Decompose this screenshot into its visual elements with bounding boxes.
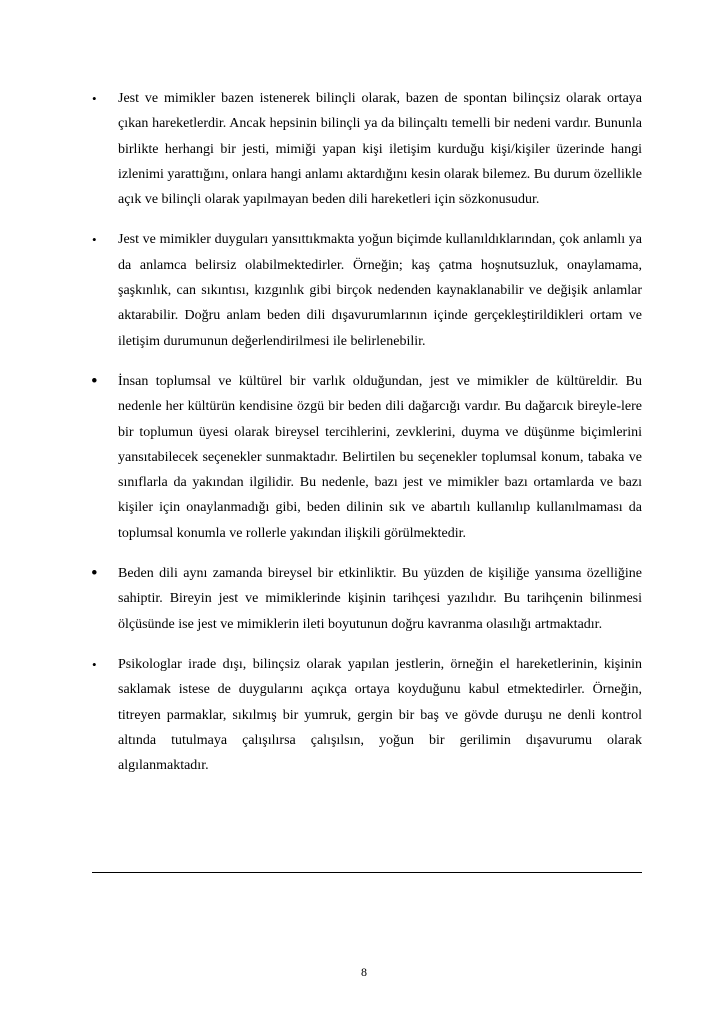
paragraph-text: Jest ve mimikler duyguları yansıttıkmakta yoğun biçimde kullanıldıklarından, çok anlamlı ya da anlamca belirsiz olabilmektedirler. Örneğin; kaş çatma hoşnutsuzluk, onaylamama, şaşkınlık, can sıkıntısı, kızgınlık gibi birçok nedenden kaynaklanabilir ve değişik anlamlar aktarabilir. Doğru anlam beden dili dışavurumlarının içinde gerçekleştirildikleri ortam ve iletişim durumunun değerlendirilmesi ile belirlenebilir. [118, 232, 642, 349]
page-number: 8 [361, 965, 367, 979]
bullet-item [92, 86, 642, 212]
bullet-list [92, 86, 642, 793]
bullet-item [92, 561, 642, 637]
bullet-icon: • [91, 563, 98, 585]
bullet-item [92, 652, 642, 778]
bullet-icon: • [91, 370, 98, 392]
footer-divider [92, 872, 642, 873]
bullet-icon: • [92, 656, 97, 672]
paragraph-text: Psikologlar irade dışı, bilinçsiz olarak yapılan jestlerin, örneğin el hareketlerinin, kişinin saklamak istese de duygularını açıkça ortaya koyduğunu kabul etmektedirler. Örneğin, titreyen parmaklar, sıkılmış bir yumruk, gergin bir baş ve gövde duruşu ne denli kontrol altında tutulmaya çalışılırsa çalışılsın, yoğun bir gerilimin dışavurumu olarak algılanmaktadır. [118, 656, 642, 774]
paragraph-text: Jest ve mimikler bazen istenerek bilinçli olarak, bazen de spontan bilinçsiz olarak ortaya çıkan hareketlerdir. Ancak hepsinin bilinçli ya da bilinçaltı temelli bir nedeni vardır. Bununla birlikte herhangi bir jesti, mimiği yapan kişi iletişim kurduğu kişi/kişiler üzerinde hangi izlenimi yarattığını, onlara hangi anlamı aktardığını kesin olarak bilemez. Bu durum özellikle açık ve bilinçli olarak yapılmayan beden dili hareketleri için sözkonusudur. [118, 91, 642, 208]
paragraph-text: Beden dili aynı zamanda bireysel bir etkinliktir. Bu yüzden de kişiliğe yansıma özelliğine sahiptir. Bireyin jest ve mimiklerinde kişinin tarihçesi yazılıdır. Bu tarihçenin bilinmesi ölçüsünde ise jest ve mimiklerin ileti boyutunun doğru kavranma olasılığı artmaktadır. [118, 566, 642, 632]
bullet-item [92, 227, 642, 353]
bullet-item [92, 369, 642, 546]
bullet-icon: • [92, 91, 97, 106]
paragraph-text: İnsan toplumsal ve kültürel bir varlık olduğundan, jest ve mimikler de kültüreldir. Bu nedenle her kültürün kendisine özgü bir beden dili dağarcığı vardır. Bu dağarcık bireyle-lere bir toplumun üyesi olarak bireysel tercihlerini, zevklerini, duyma ve düşünme biçimlerini yansıtabilecek seçenekler sunmaktadır. Belirtilen bu seçenekler toplumsal konum, tabaka ve sınıflarla da yakından ilgilidir. Bu nedenle, bazı jest ve mimikler bazı ortamlarda ve bazı kişiler için onaylanmadığı gibi, beden dilinin sık ve abartılı kullanılıp kullanılmaması da toplumsal konumla ve rollerle yakından ilişkili görülmektedir. [118, 373, 642, 541]
bullet-icon: • [92, 232, 97, 248]
